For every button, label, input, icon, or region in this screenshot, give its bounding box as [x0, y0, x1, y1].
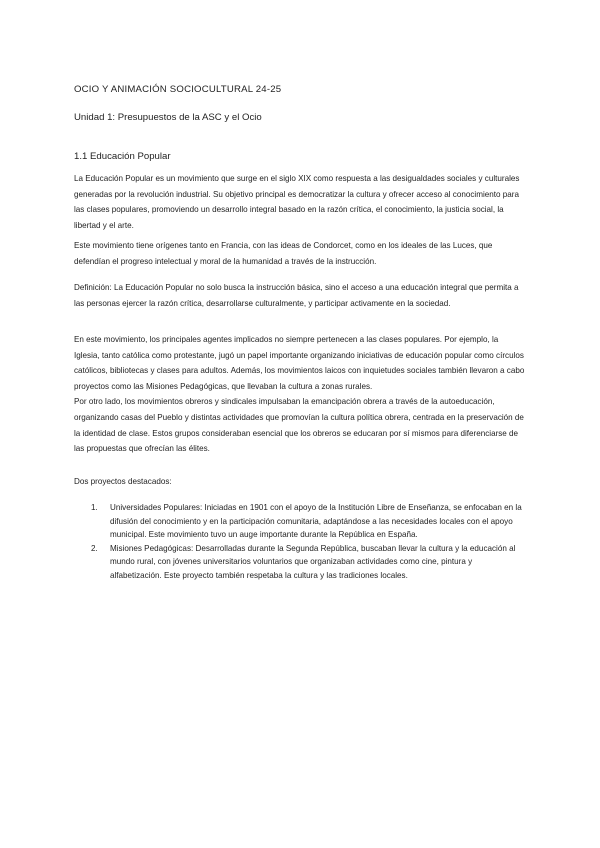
paragraph-definition: Definición: La Educación Popular no solo busca la instrucción básica, sino el acceso a una educación integral que permita a las personas ejercer la razón crítica, desarrollarse culturalmente, y participar activamente en la sociedad. — [74, 283, 519, 308]
paragraph-intro: La Educación Popular es un movimiento que surge en el siglo XIX como respuesta a las desigualdades sociales y culturales generadas por la revolución industrial. Su objetivo principal es democratizar la cultura y ofrecer acceso al conocimiento para las clases populares, promoviendo un desarrollo integral basado en la razón crítica, el conocimiento, la justicia social, la libertad y el arte. — [74, 174, 520, 230]
paragraph-agents-text: En este movimiento, los principales agentes implicados no siempre pertenecen a las clases populares. Por ejemplo, la Iglesia, tanto católica como protestante, jugó un papel importante organizando iniciativas de educación popular como círculos católicos, bibliotecas y clases para adultos. Además, los movimientos laicos con inquietudes sociales también llevaron a cabo proyectos como las Misiones Pedagógicas, que llevaban la cultura a zonas rurales. — [74, 335, 525, 391]
list-item-number: 1. — [91, 503, 98, 512]
paragraph-agents — [74, 332, 526, 457]
projects-heading: Dos proyectos destacados: — [74, 477, 172, 486]
unit-title: Unidad 1: Presupuestos de la ASC y el Ocio — [74, 112, 262, 123]
list-item-text: Universidades Populares: Iniciadas en 1901 con el apoyo de la Institución Libre de Enseñanza, se enfocaban en la difusión del conocimiento y en la participación comunitaria, adaptándose a las necesidades locales con el apoyo municipal. Este movimiento tuvo un auge importante durante la República en España. — [110, 503, 522, 540]
document-title: OCIO Y ANIMACIÓN SOCIOCULTURAL 24-25 — [74, 84, 282, 95]
list-item — [74, 542, 526, 583]
list-item — [74, 501, 526, 542]
paragraph-workers-text: Por otro lado, los movimientos obreros y sindicales impulsaban la emancipación obrera a través de la autoeducación, organizando casas del Pueblo y distintas actividades que promovían la cultura política obrera, centrada en la preservación de la identidad de clase. Estos grupos consideraban esencial que los obreros se educaran por sí mismos para diferenciarse de las propuestas que ofrecían las élites. — [74, 397, 524, 454]
section-title: 1.1 Educación Popular — [74, 151, 171, 162]
paragraph-origins: Este movimiento tiene orígenes tanto en Francia, con las ideas de Condorcet, como en los ideales de las Luces, que defendían el progreso intelectual y moral de la humanidad a través de la instrucción. — [74, 241, 493, 266]
list-item-number: 2. — [91, 543, 98, 553]
projects-list — [74, 501, 526, 583]
list-item-text: Misiones Pedagógicas: Desarrolladas durante la Segunda República, buscaban llevar la cultura y la educación al mundo rural, con jóvenes universitarios voluntarios que organizaban actividades como cine, pintura y alfabetización. Este proyecto también respetaba la cultura y las tradiciones locales. — [110, 543, 516, 580]
